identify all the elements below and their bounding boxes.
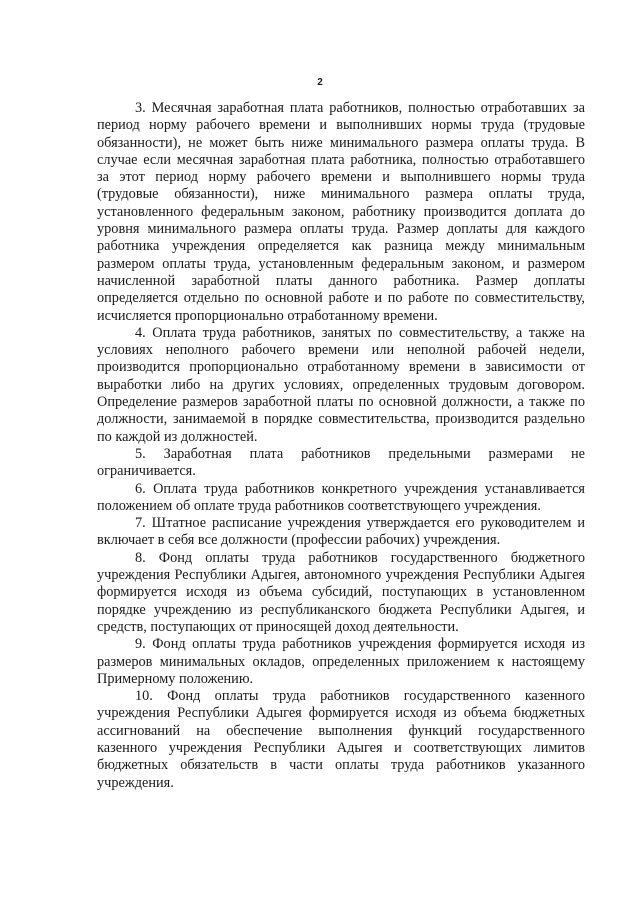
document-body	[97, 100, 585, 792]
paragraph-9: 9. Фонд оплаты труда работников учреждения формируется исходя из размеров минимальных окладов, определенных приложением к настоящему Примерному положению.	[97, 636, 585, 687]
paragraph-7: 7. Штатное расписание учреждения утверждается его руководителем и включает в себя все должности (профессии рабочих) учреждения.	[97, 515, 585, 549]
paragraph-8: 8. Фонд оплаты труда работников государственного бюджетного учреждения Республики Адыгея, автономного учреждения Республики Адыгея формируется исходя из объема субсидий, поступающих в установленном порядке учреждению из республиканского бюджета Республики Адыгея, и средств, поступающих от приносящей доход деятельности.	[97, 549, 585, 635]
paragraph-10: 10. Фонд оплаты труда работников государственного казенного учреждения Республики Адыгея формируется исходя из объема бюджетных ассигнований на обеспечение выполнения функций государственного казенного учреждения Республики Адыгея и соответствующих лимитов бюджетных обязательств в части оплаты труда работников указанного учреждения.	[97, 688, 585, 791]
page-number: 2	[317, 77, 323, 88]
paragraph-3: 3. Месячная заработная плата работников, полностью отработавших за период норму рабочего времени и выполнивших нормы труда (трудовые обязанности), не может быть ниже минимального размера оплаты труда. В случае если месячная заработная плата работника, полностью отработавшего за этот период норму рабочего времени и выполнившего нормы труда (трудовые обязанности), ниже минимального размера оплаты труда, установленного федеральным законом, работнику производится доплата до уровня минимального размера оплаты труда. Размер доплаты для каждого работника учреждения определяется как разница между минимальным размером оплаты труда, установленным федеральным законом, и размером начисленной заработной платы данного работника. Размер доплаты определяется отдельно по основной работе и по работе по совместительству, исчисляется пропорционально отработанному времени.	[97, 100, 585, 324]
paragraph-6: 6. Оплата труда работников конкретного учреждения устанавливается положением об оплате труда работников соответствующего учреждения.	[97, 480, 585, 514]
paragraph-5: 5. Заработная плата работников предельными размерами не ограничивается.	[97, 445, 585, 480]
paragraph-4: 4. Оплата труда работников, занятых по совместительству, а также на условиях неполного рабочего времени или неполной рабочей недели, производится пропорционально отработанному времени в зависимости от выработки либо на других условиях, определенных трудовым договором. Определение размеров заработной платы по основной должности, а также по должности, занимаемой в порядке совместительства, производится раздельно по каждой из должностей.	[97, 324, 585, 445]
